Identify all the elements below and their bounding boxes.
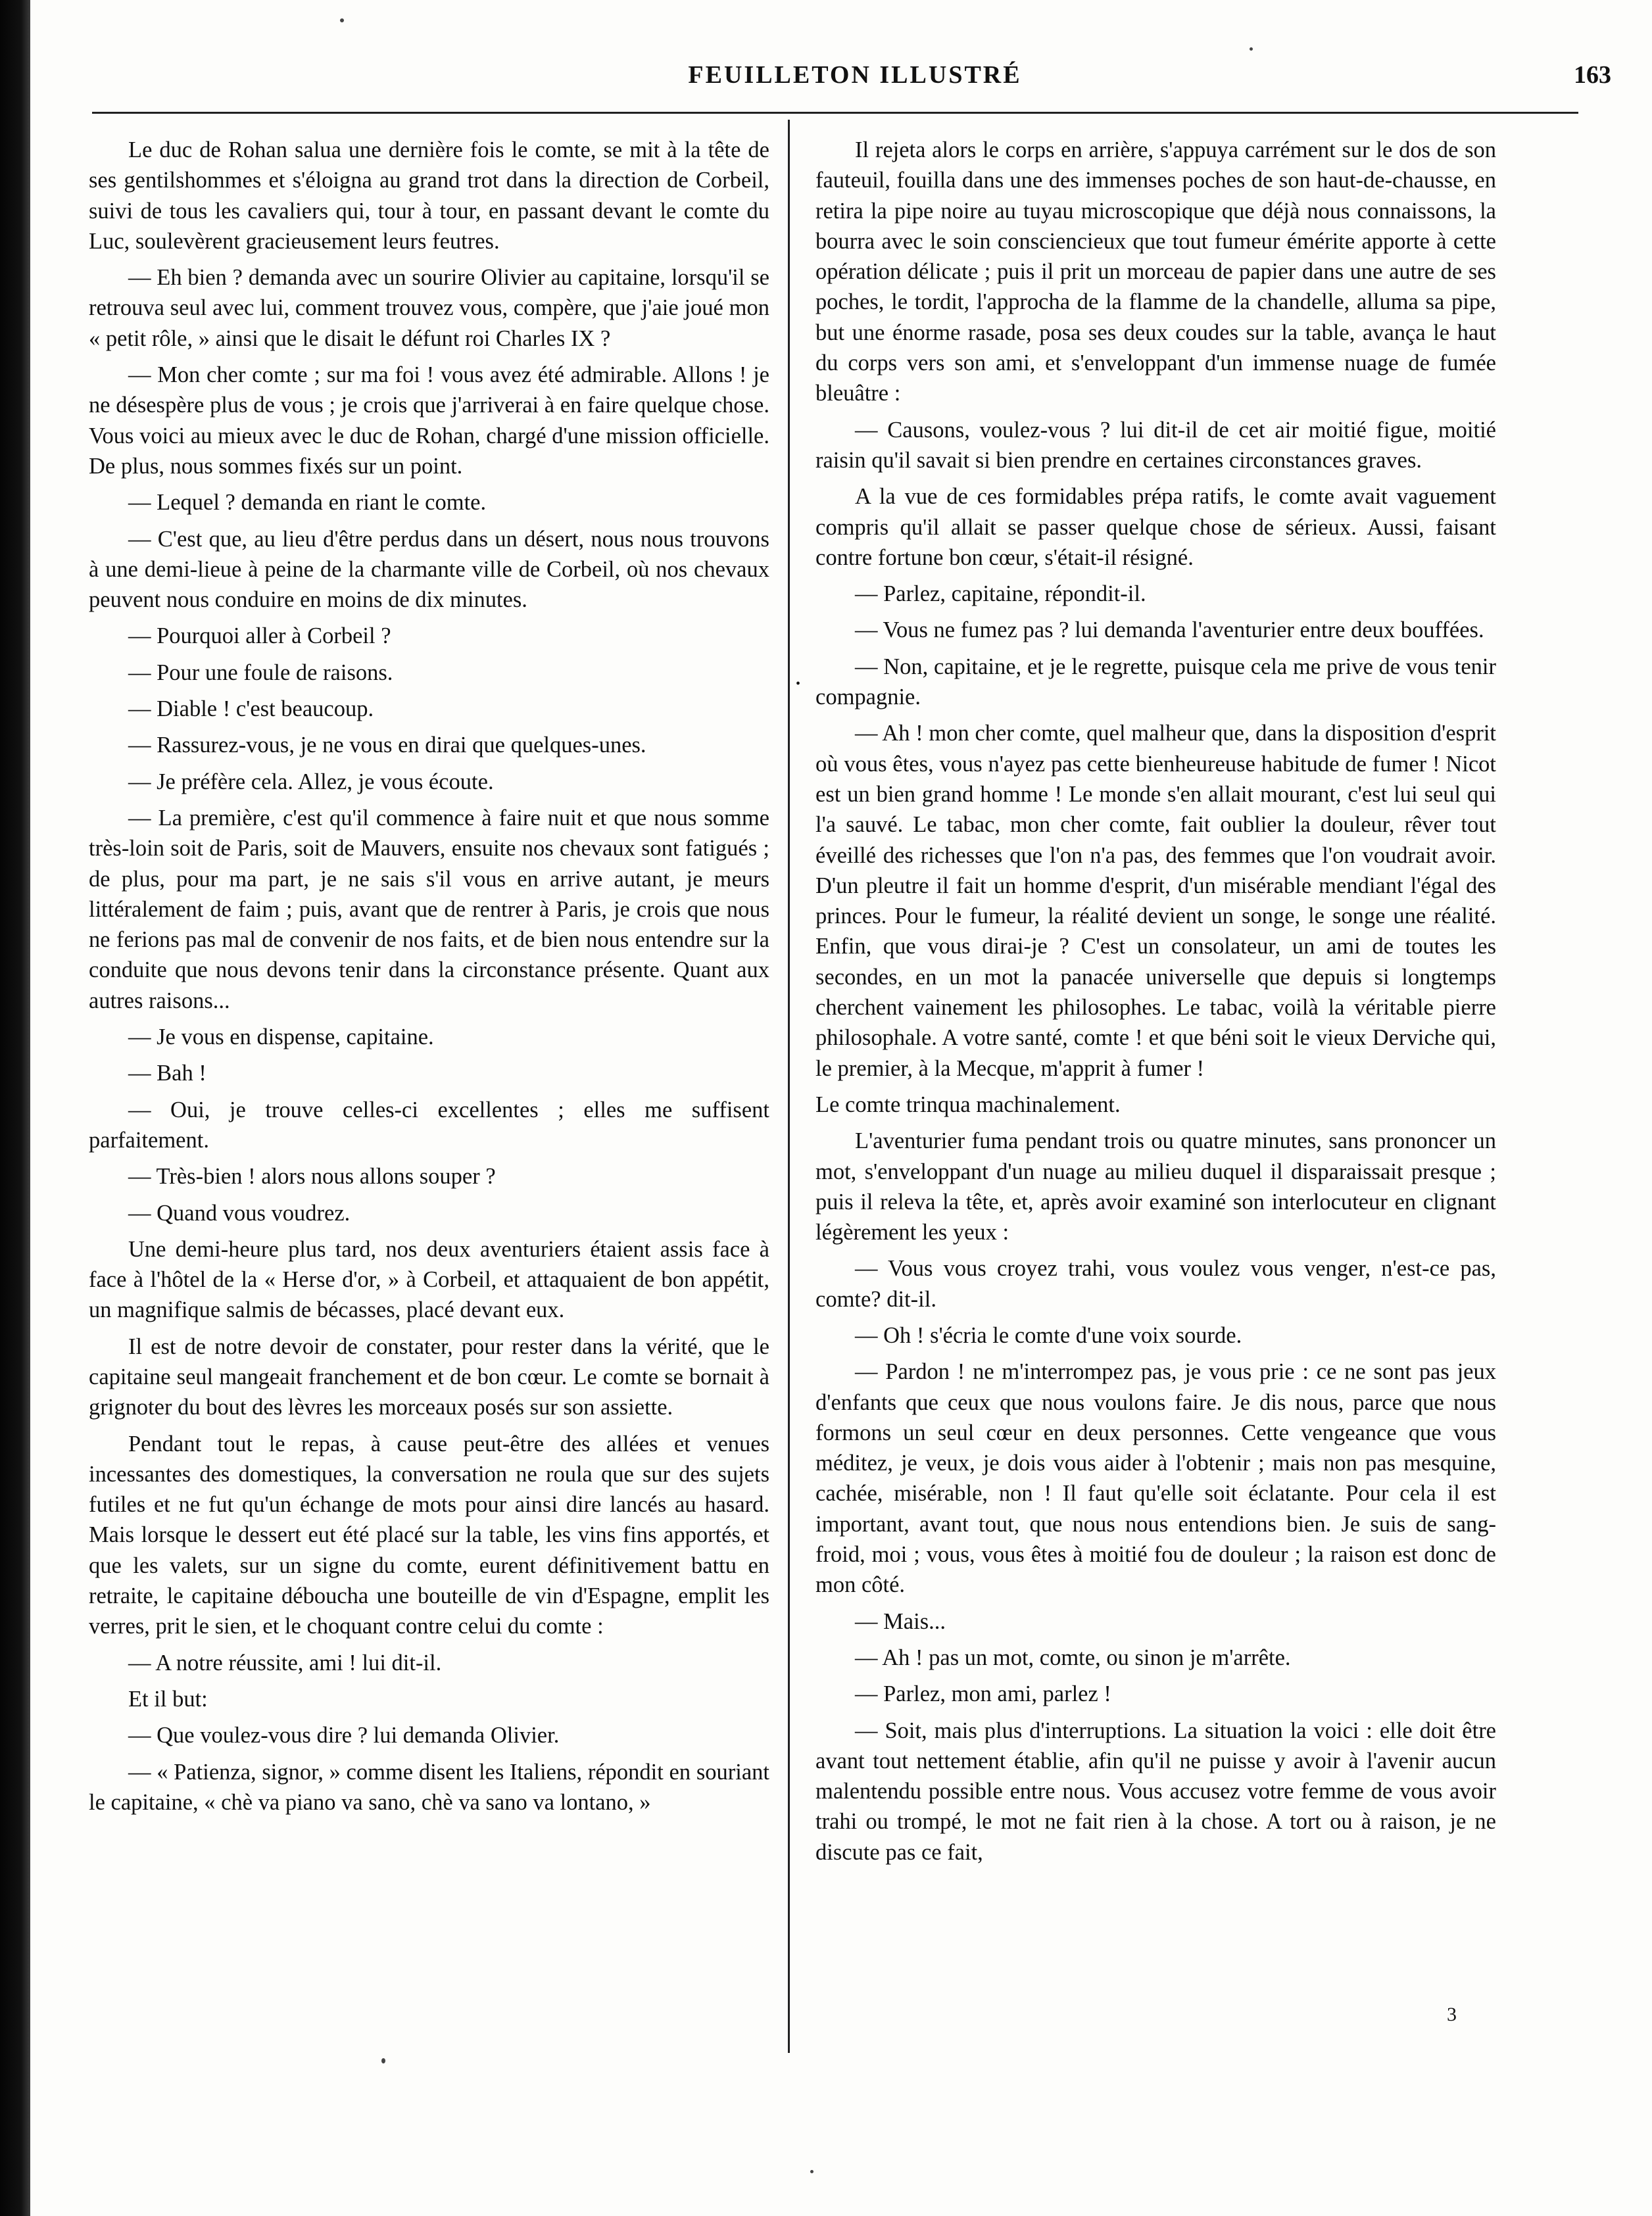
paragraph: — Mais... (855, 1608, 946, 1634)
paragraph: Il est de notre devoir de constater, pour rester dans la vérité, que le capitaine seul mangeait franchement et de bon cœur. Le comte se bornait à grignoter du bout des lèvres les morceaux posés sur son assiette. (89, 1334, 769, 1420)
paragraph: — Je vous en dispense, capitaine. (128, 1024, 434, 1050)
page-header (99, 60, 1611, 107)
paragraph: — Ah ! mon cher comte, quel malheur que, dans la disposition d'esprit où vous êtes, vous n'ayez pas cette bienheureuse habitude de fumer ! Nicot est un bien grand homme ! Le monde s'en allait mourant, c'est lui seul qui l'a sauvé. Le tabac, mon cher comte, fait oublier la douleur, rêver tout éveillé des richesses que l'on n'a pas, des femmes que l'on voudrait avoir. D'un pleutre il fait un homme d'esprit, d'un misérable mendiant l'égal des princes. Pour le fumeur, la réalité devient un songe, le songe une réalité. Enfin, que vous dirai-je ? C'est un consolateur, un ami de toutes les secondes, en un mot la panacée universelle que depuis si longtemps cherchent vainement les philosophes. Le tabac, voilà la véritable pierre philosophale. A votre santé, comte ! et que béni soit le vieux Derviche qui, le premier, à la Mecque, m'apprit à fumer ! (815, 721, 1496, 1081)
paragraph: — Non, capitaine, et je le regrette, puisque cela me prive de vous tenir compagnie. (815, 654, 1496, 710)
header-rule (92, 112, 1578, 114)
paragraph: Le duc de Rohan salua une dernière fois le comte, se mit à la tête de ses gentilshommes et s'éloigna au grand trot dans la direction de Corbeil, suivi de tous les cavaliers qui, tour à tour, en passant devant le comte du Luc, soulevèrent gracieusement leurs feutres. (89, 137, 769, 254)
paragraph: — Très-bien ! alors nous allons souper ? (128, 1164, 496, 1190)
paragraph: — Pardon ! ne m'interrompez pas, je vous prie : ce ne sont pas jeux d'enfants que ceux que nous voulons faire. Je dis nous, parce que nous formons un seul cœur en deux personnes. Cette vengeance que vous méditez, je veux, je dois vous aider à l'obtenir ; mais non pas mesquine, cachée, misérable, non ! Il faut qu'elle soit éclatante. Pour cela il est important, avant tout, que nous nous entendions bien. Je suis de sang-froid, moi ; vous, vous êtes à moitié fou de douleur ; la raison est donc de mon côté. (815, 1359, 1496, 1598)
running-title: FEUILLETON ILLUSTRÉ (688, 61, 1022, 89)
paragraph: — Vous ne fumez pas ? lui demanda l'aventurier entre deux bouffées. (855, 617, 1484, 643)
paragraph: — Causons, voulez-vous ? lui dit-il de cet air moitié figue, moitié raisin qu'il savait si bien prendre en certaines circonstances graves. (815, 417, 1496, 473)
paragraph: — Vous vous croyez trahi, vous voulez vous venger, n'est-ce pas, comte? dit-il. (815, 1256, 1496, 1312)
paragraph: Une demi-heure plus tard, nos deux aventuriers étaient assis face à face à l'hôtel de la « Herse d'or, » à Corbeil, et attaquaient de bon appétit, un magnifique salmis de bécasses, placé devant eux. (89, 1236, 769, 1323)
paragraph: — C'est que, au lieu d'être perdus dans un désert, nous nous trouvons à une demi-lieue à peine de la charmante ville de Corbeil, où nos chevaux peuvent nous conduire en moins de dix minutes. (89, 526, 769, 613)
paragraph: — Rassurez-vous, je ne vous en dirai que quelques-unes. (128, 733, 646, 758)
paragraph: — Oui, je trouve celles-ci excellentes ; elles me suffisent parfaitement. (89, 1097, 769, 1153)
paragraph: — Bah ! (128, 1061, 206, 1086)
paragraph: — Ah ! pas un mot, comte, ou sinon je m'arrête. (855, 1645, 1291, 1670)
paragraph: Le comte trinqua machinalement. (815, 1092, 1121, 1117)
paragraph: — Parlez, capitaine, répondit-il. (855, 581, 1146, 607)
paragraph: — Diable ! c'est beaucoup. (128, 696, 374, 722)
paragraph: — Lequel ? demanda en riant le comte. (128, 490, 487, 516)
paragraph: — Je préfère cela. Allez, je vous écoute. (128, 769, 494, 794)
paragraph: — Quand vous voudrez. (128, 1200, 351, 1226)
paragraph: — Mon cher comte ; sur ma foi ! vous avez été admirable. Allons ! je ne désespère plus de vous ; je crois que j'arriverai à en faire quelque chose. Vous voici au mieux avec le duc de Rohan, chargé d'une mission officielle. De plus, nous sommes fixés sur un point. (89, 362, 769, 479)
paragraph: — Oh ! s'écria le comte d'une voix sourde. (855, 1322, 1242, 1348)
right-column (796, 135, 1496, 1873)
paragraph: Il rejeta alors le corps en arrière, s'appuya carrément sur le dos de son fauteuil, fouilla dans une des immenses poches de son haut-de-chausse, en retira la pipe noire au tuyau microscopique que déjà nous connaissons, la bourra avec le soin consciencieux que tout fumeur émérite apporte à cette opération délicate ; puis il prit un morceau de papier dans une autre de ses poches, le tordit, l'approcha de la flamme de la chandelle, alluma sa pipe, but une énorme rasade, posa ses deux coudes sur la table, avança le haut du corps vers son ami, et s'enveloppant d'un immense nuage de fumée bleuâtre : (815, 137, 1496, 406)
paragraph: — Pour une foule de raisons. (128, 660, 393, 685)
paragraph: — Eh bien ? demanda avec un sourire Olivier au capitaine, lorsqu'il se retrouva seul avec lui, comment trouvez vous, compère, que j'aie joué mon « petit rôle, » ainsi que le disait le défunt roi Charles IX ? (89, 265, 769, 351)
column-divider (788, 120, 790, 2053)
margin-bullet: • (796, 677, 801, 691)
paragraph: — Parlez, mon ami, parlez ! (855, 1681, 1111, 1707)
paragraph: L'aventurier fuma pendant trois ou quatre minutes, sans prononcer un mot, s'enveloppant d'un nuage au milieu duquel il disparaissait presque ; puis il releva la tête, et, après avoir examiné son interlocuteur en clignant légèrement les yeux : (815, 1128, 1496, 1245)
paragraph: — A notre réussite, ami ! lui dit-il. (128, 1650, 442, 1675)
paragraph: Pendant tout le repas, à cause peut-être des allées et venues incessantes des domestiques, la conversation ne roula que sur des sujets futiles et ne fut qu'un échange de mots pour ainsi dire lancés au hasard. Mais lorsque le dessert eut été placé sur la table, les vins fins apportés, et que les valets, sur un signe du comte, eurent définitivement battu en retraite, le capitaine déboucha une bouteille de vin d'Espagne, emplit les verres, prit le sien, et le choquant contre celui du comte : (89, 1431, 769, 1639)
paragraph: — Que voulez-vous dire ? lui demanda Olivier. (128, 1723, 560, 1748)
paragraph: A la vue de ces formidables prépa ratifs, le comte avait vaguement compris qu'il allait se passer quelque chose de sérieux. Aussi, faisant contre fortune bon cœur, s'était-il résigné. (815, 484, 1496, 570)
paragraph: Et il but: (128, 1686, 208, 1712)
paragraph: — Soit, mais plus d'interruptions. La situation la voici : elle doit être avant tout nettement établie, afin qu'il ne puisse y avoir à l'avenir aucun malentendu possible entre nous. Vous accusez votre femme de vous avoir trahi ou trompé, le mot ne fait rien à la chose. A tort ou à raison, je ne discute pas ce fait, (815, 1718, 1496, 1865)
paragraph: — Pourquoi aller à Corbeil ? (128, 623, 391, 649)
page-number: 163 (1574, 61, 1611, 89)
paragraph: — La première, c'est qu'il commence à faire nuit et que nous somme très-loin soit de Paris, soit de Mauvers, ensuite nos chevaux sont fatigués ; de plus, pour ma part, je ne sais s'il vous en arrive autant, je meurs littéralement de faim ; puis, avant que de rentrer à Paris, je crois que nous ne ferions pas mal de convenir de nos faits, et de bien nous entendre sur la conduite que nous devons tenir dans la circonstance présente. Quant aux autres raisons... (89, 805, 769, 1013)
footer-mark: 3 (1447, 2004, 1457, 2025)
paragraph: — « Patienza, signor, » comme disent les Italiens, répondit en souriant le capitaine, « chè va piano va sano, chè va sano va lontano, » (89, 1759, 769, 1815)
left-column (89, 135, 769, 1823)
book-binding-edge (0, 0, 30, 2216)
